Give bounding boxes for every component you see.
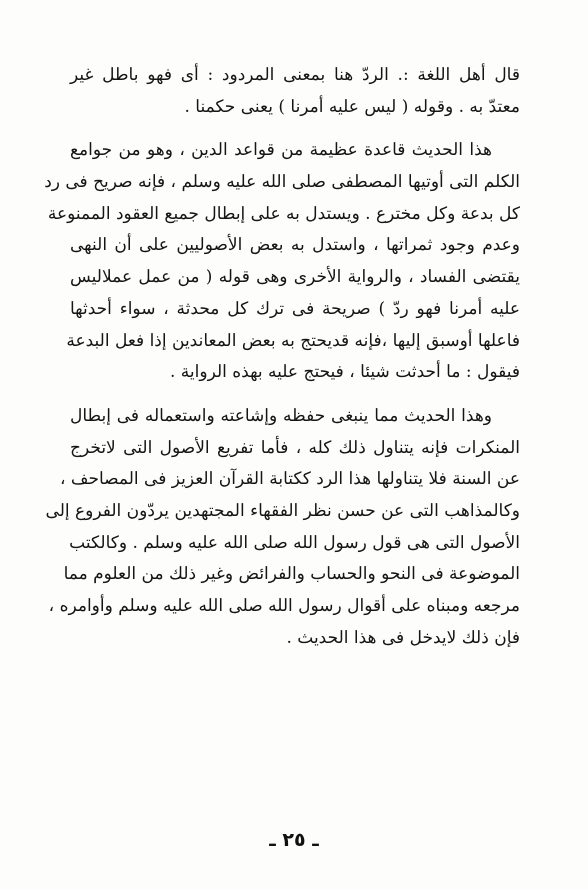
text-line: قال أهل اللغة :. الردّ هنا بمعنى المردود : أى فهو باطل غير (70, 65, 520, 85)
paragraph-2 (44, 135, 520, 389)
text-line: هذا الحديث قاعدة عظيمة من قواعد الدين ، وهو من جوامع (70, 140, 492, 161)
text-line: كل بدعة وكل مخترع . ويستدل به على إبطال جميع العقود الممنوعة (47, 203, 520, 224)
text-line: الكلم التى أوتيها المصطفى صلى الله عليه وسلم ، فإنه صريح فى رد (44, 172, 520, 193)
text-line: الموضوعة فى النحو والحساب والفرائض وغير ذلك من العلوم مما (63, 564, 520, 585)
text-line: فيقول : ما أحدثت شيئا ، فيحتج عليه بهذه الرواية . (169, 362, 520, 383)
text-line: فاعلها أوسبق إليها ،فإنه قديحتج به بعض المعاندين إذا فعل البدعة (66, 330, 520, 351)
text-line: وهذا الحديث مما ينبغى حفظه وإشاعته واستعماله فى إبطال (70, 405, 492, 426)
text-line: معتدّ به . وقوله ( ليس عليه أمرنا ) يعنى حكمنا . (184, 96, 520, 117)
text-line: الأصول التى هى قول رسول الله صلى الله عليه وسلم . وكالكتب (69, 532, 520, 553)
paragraph-3 (45, 401, 520, 655)
paragraph-1 (70, 60, 520, 123)
text-line: يقتضى الفساد ، والرواية الأخرى وهى قوله ( من عمل عملاليس (70, 267, 520, 288)
text-line: عليه أمرنا فهو ردّ ) صريحة فى ترك كل محدثة ، سواء أحدثها (70, 298, 520, 319)
text-line: وكالمذاهب التى عن حسن نظر الفقهاء المجتهدين يردّون الفروع إلى (45, 500, 520, 521)
page-number: ـ ٢٥ ـ (269, 829, 319, 851)
text-line: المنكرات فإنه يتناول ذلك كله ، فأما تفريع الأصول التى لاتخرج (70, 437, 520, 458)
body-text (44, 60, 520, 666)
text-line: فإن ذلك لايدخل فى هذا الحديث . (286, 627, 520, 648)
text-line: وعدم وجود ثمراتها ، واستدل به بعض الأصوليين على أن النهى (70, 235, 520, 256)
text-line: عن السنة فلا يتناولها هذا الرد ككتابة القرآن العزيز فى المصاحف ، (59, 469, 520, 490)
text-line: مرجعه ومبناه على أقوال رسول الله صلى الله عليه وسلم وأوامره ، (48, 596, 520, 616)
